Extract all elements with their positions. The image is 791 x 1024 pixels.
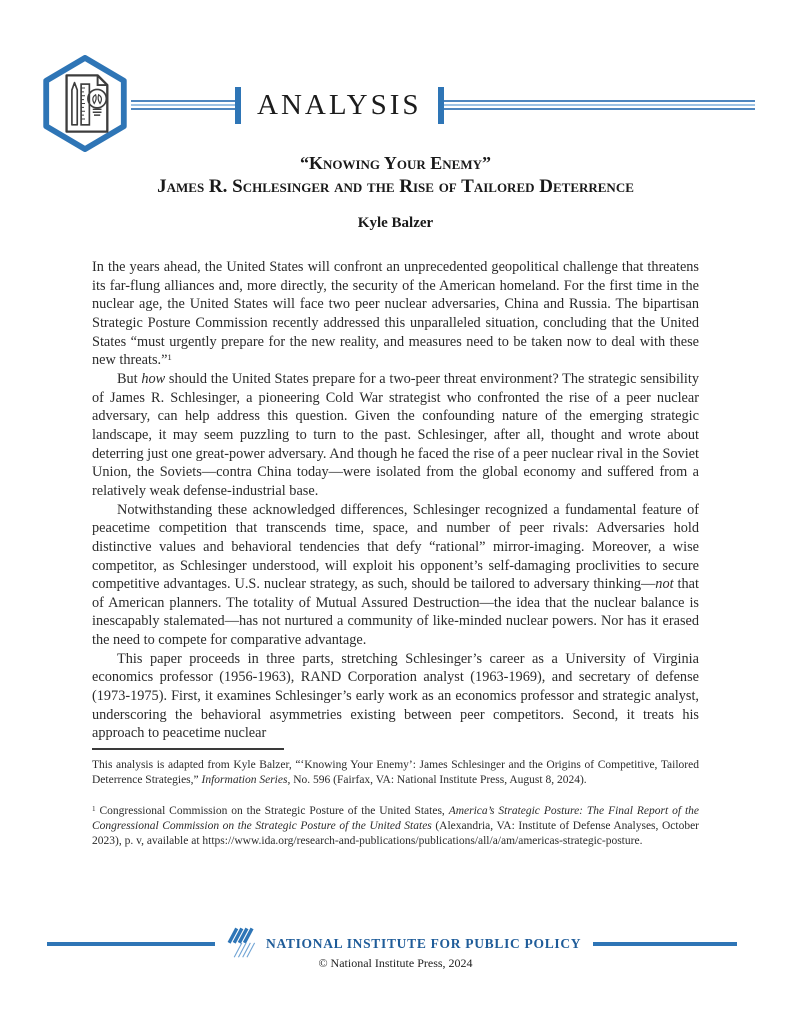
banner-rule-right bbox=[444, 100, 756, 110]
copyright-line: © National Institute Press, 2024 bbox=[318, 956, 473, 970]
footnotes bbox=[92, 758, 699, 849]
footer-rule-right bbox=[593, 942, 737, 946]
title-block bbox=[0, 152, 791, 232]
footer-rule-left bbox=[47, 942, 215, 946]
footnote-1: $^1$ Congressional Commission on the Strategic Posture of the United States, America’s Strategic Posture: The Final Report of the Congressional Commission on the Strategic Posture of the United States (Alexandria, VA: Institute of Defense Analyses, October 2023), p. v, available at https://www.ida.org/research-and-publications/publications/all/a/am/americas-strategic-posture. bbox=[92, 804, 699, 848]
document-pencil-ruler-lightbulb-icon bbox=[36, 55, 134, 152]
institute-hexagon-logo bbox=[36, 55, 134, 152]
paragraph-2: But how should the United States prepare for a two-peer threat environment? The strategic sensibility of James R. Schlesinger, a pioneering Cold War strategist who confronted the rise of a peer nuclear adversary, can help address this question. Given the confounding nature of the emerging strategic landscape, it may seem puzzling to turn to the past. Schlesinger, after all, thought and wrote about deterring just one great-power adversary. And though he faced the rise of a peer nuclear rival in the Soviet Union, the Soviets—contra China today—were isolated from the global economy and suffered from a relatively weak defense-industrial base. bbox=[92, 370, 699, 499]
banner-rule-left bbox=[131, 100, 235, 110]
paragraph-4: This paper proceeds in three parts, stretching Schlesinger’s career as a University of Virginia economics professor (1956-1963), RAND Corporation analyst (1963-1969), and secretary of defense (1973-1975). First, it examines Schlesinger’s early work as an economics professor and strategic analyst, underscoring the behavioral asymmetries existing between peer competitors. Second, it treats his approach to peacetime nuclear bbox=[92, 650, 699, 742]
paper-title-line2: James R. Schlesinger and the Rise of Tailored Deterrence bbox=[157, 176, 634, 197]
analysis-banner bbox=[131, 86, 755, 124]
author-name: Kyle Balzer bbox=[357, 215, 434, 231]
paragraph-1: In the years ahead, the United States will confront an unprecedented geopolitical challenge that threatens its far-flung alliances and, more directly, the security of the American homeland. For the first time in the nuclear age, the United States will face two peer nuclear adversaries, China and Russia. The bipartisan Strategic Posture Commission recently addressed this unparalleled situation, concluding that the United States “must urgently prepare for the new reality, and measures need to be taken now to deal with these new threats.”$^1$ bbox=[92, 259, 699, 369]
body-text bbox=[92, 258, 699, 849]
adapted-from-note: This analysis is adapted from Kyle Balzer, “‘Knowing Your Enemy’: James Schlesinger and the Origins of Competitive, Tailored Deterrence Strategies,” Information Series, No. 596 (Fairfax, VA: National Institute Press, August 8, 2024). bbox=[92, 759, 699, 787]
organization-name: NATIONAL INSTITUTE FOR PUBLIC POLICY bbox=[266, 936, 582, 951]
footer-banner bbox=[47, 929, 737, 959]
paper-title-line1: “Knowing Your Enemy” bbox=[299, 153, 491, 173]
footnote-separator bbox=[92, 748, 284, 750]
paragraph-3: Notwithstanding these acknowledged differences, Schlesinger recognized a fundamental feature of peacetime competition that transcends time, space, and number of peer rivals: Adversaries hold distinctive values and behavioral tendencies that defy “rational” mirror-imaging. Moreover, a wise competitor, as Schlesinger understood, will exploit his opponent’s self-damaging proclivities to secure competitive advantages. U.S. nuclear strategy, as such, should be tailored to adversary thinking—not that of American planners. The totality of Mutual Assured Destruction—the idea that the nuclear balance is inescapably stalemated—has not nurtured a community of like-minded nuclear powers. Nor has it erased the need to compete for comparative advantage. bbox=[92, 501, 699, 649]
hatch-logo-icon bbox=[224, 924, 258, 960]
banner-title: ANALYSIS bbox=[257, 88, 422, 121]
